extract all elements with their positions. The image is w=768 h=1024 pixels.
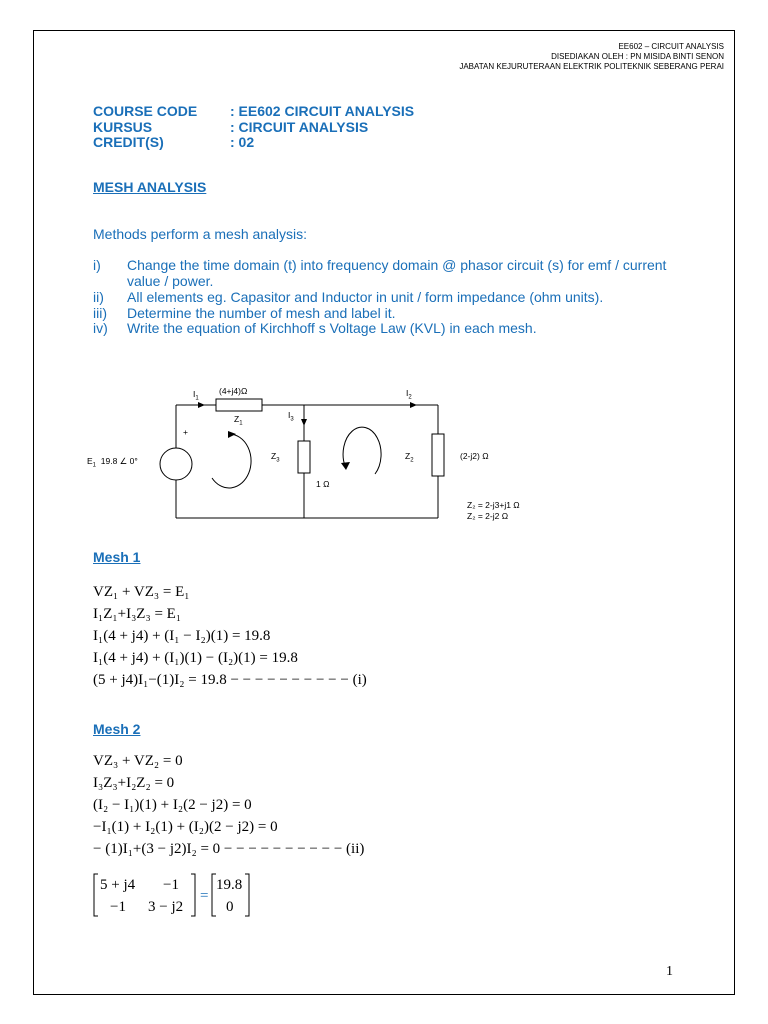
z2-value: (2-j2) Ω <box>460 451 489 461</box>
step-number: iv) <box>93 320 108 336</box>
matrix-a21: −1 <box>110 899 126 915</box>
step-text: Change the time domain (t) into frequency domain @ phasor circuit (s) for emf / current value / power. <box>127 257 667 289</box>
step-text: Write the equation of Kirchhoff s Voltage Law (KVL) in each mesh. <box>127 320 537 336</box>
mesh1-equation-2: I₁Z₁+I₃Z₃ = E₁ <box>93 606 182 622</box>
mesh1-equation-3: I₁(4 + j4) + (I₁ − I₂)(1) = 19.8 <box>93 628 271 644</box>
section-title: MESH ANALYSIS <box>93 179 207 195</box>
z1-value: (4+j4)Ω <box>219 386 248 396</box>
matrix-b-right-bracket <box>245 874 249 916</box>
course-code-label: COURSE CODE <box>93 103 198 119</box>
matrix-a11: 5 + j4 <box>100 877 136 893</box>
i3-label: $I_3$ <box>288 410 294 423</box>
z1-label: $Z_1$ <box>234 414 243 427</box>
step-text: Determine the number of mesh and label it. <box>127 305 396 321</box>
i2-label: $I_2$ <box>406 388 412 401</box>
matrix-a12: −1 <box>163 877 179 893</box>
mesh2-equation-3: (I₂ − I₁)(1) + I₂(2 − j2) = 0 <box>93 797 252 813</box>
kursus-value: : CIRCUIT ANALYSIS <box>230 119 369 135</box>
mesh2-title: Mesh 2 <box>93 721 141 737</box>
matrix-b2: 0 <box>226 899 234 915</box>
credit-label: CREDIT(S) <box>93 134 164 150</box>
source-label: $E_1$ 19.8 ∠ 0° <box>87 456 138 469</box>
mesh2-equation-1: VZ₃ + VZ₂ = 0 <box>93 753 183 769</box>
step-number: i) <box>93 257 101 273</box>
course-code-value: : EE602 CIRCUIT ANALYSIS <box>230 103 415 119</box>
page-number: 1 <box>666 964 673 979</box>
i1-label: $I_1$ <box>193 389 199 402</box>
matrix-b1: 19.8 <box>216 877 243 893</box>
step-number: iii) <box>93 305 107 321</box>
mesh2-equation-4: −I₁(1) + I₂(1) + (I₂)(2 − j2) = 0 <box>93 819 278 835</box>
header-author: DISEDIAKAN OLEH : PN MISIDA BINTI SENON <box>551 52 724 61</box>
credit-value: : 02 <box>230 134 255 150</box>
source-value: 19.8 ∠ 0° <box>100 456 138 466</box>
mesh2-equation-2: I₃Z₃+I₂Z₂ = 0 <box>93 775 175 791</box>
mesh1-equation-4: I₁(4 + j4) + (I₁)(1) − (I₂)(1) = 19.8 <box>93 650 298 666</box>
kursus-label: KURSUS <box>93 119 153 135</box>
z2-derivation-1: Z₂ = 2-j3+j1 Ω <box>467 500 520 510</box>
z3-label: $Z_3$ <box>271 451 280 464</box>
z3-value: 1 Ω <box>316 479 330 489</box>
z2-label: $Z_2$ <box>405 451 414 464</box>
step-number: ii) <box>93 289 104 305</box>
matrix-equals: = <box>200 888 209 904</box>
step-text: All elements eg. Capasitor and Inductor in unit / form impedance (ohm units). <box>127 289 604 305</box>
mesh1-equation-5: (5 + j4)I₁−(1)I₂ = 19.8 − − − − − − − − − − (i) <box>93 672 367 688</box>
mesh1-title: Mesh 1 <box>93 549 141 565</box>
source-plus-sign: + <box>183 427 188 437</box>
mesh2-equation-5: − (1)I₁+(3 − j2)I₂ = 0 − − − − − − − − − − (ii) <box>93 841 365 857</box>
matrix-a-right-bracket <box>191 874 195 916</box>
matrix-a-left-bracket <box>94 874 98 916</box>
header-department: JABATAN KEJURUTERAAN ELEKTRIK POLITEKNIK SEBERANG PERAI <box>459 62 724 71</box>
header-course: EE602 – CIRCUIT ANALYSIS <box>618 42 724 51</box>
matrix-a22: 3 − j2 <box>148 899 184 915</box>
mesh1-equation-1: VZ₁ + VZ₃ = E₁ <box>93 584 190 600</box>
z2-derivation-2: Z₂ = 2-j2 Ω <box>467 511 509 521</box>
intro-text: Methods perform a mesh analysis: <box>93 226 307 242</box>
